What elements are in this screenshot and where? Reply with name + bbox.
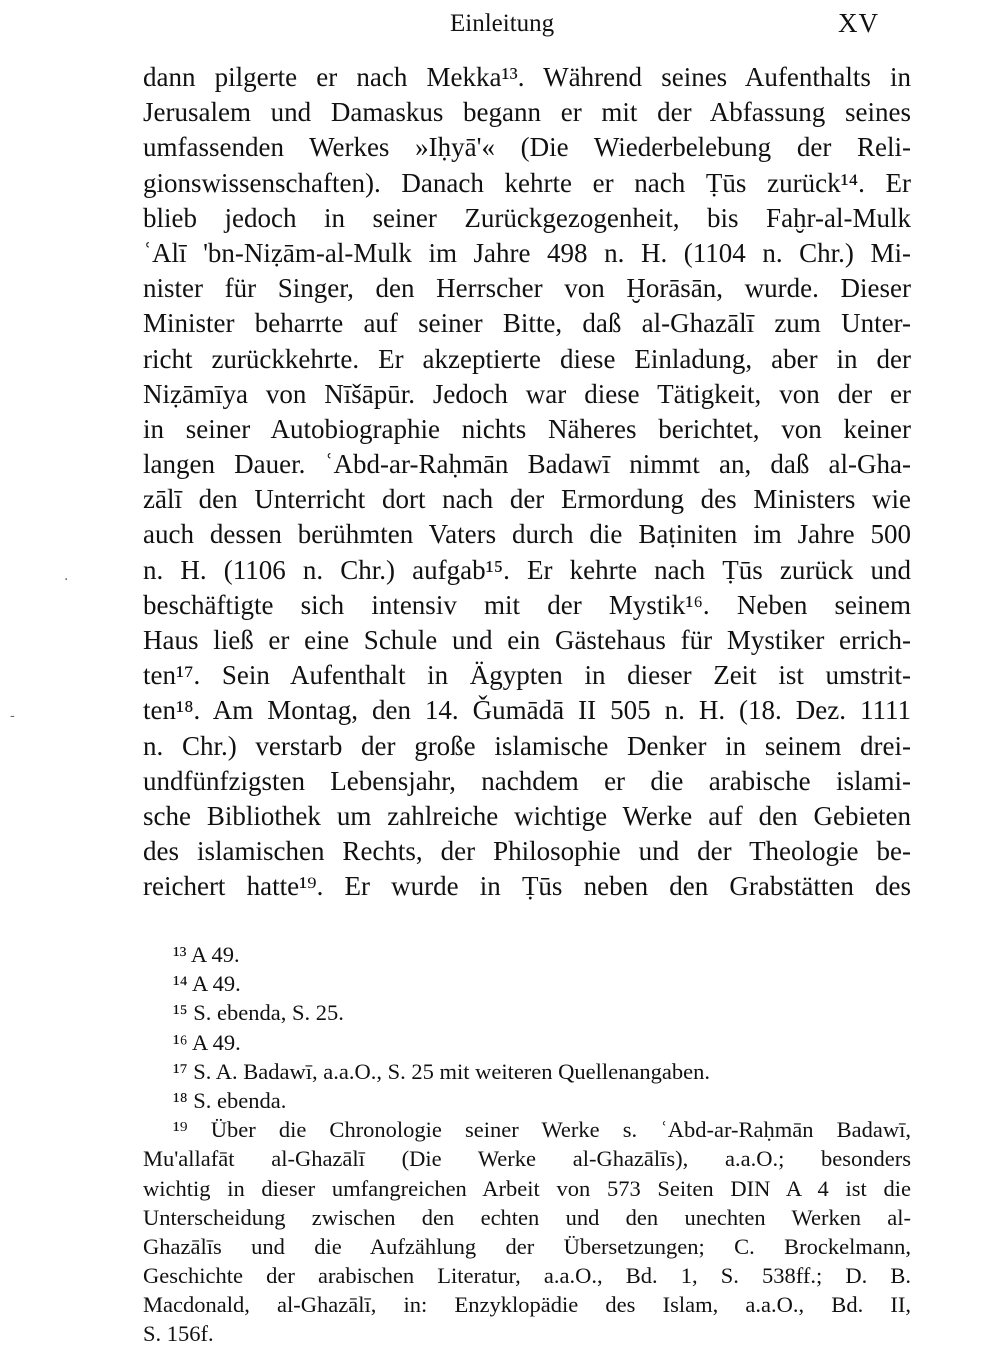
margin-mark: -: [10, 708, 15, 724]
footnote-19-line: Macdonald, al-Ghazālī, in: Enzyklopädie des Islam, a.a.O., Bd. II,: [143, 1292, 911, 1318]
margin-mark: ·: [64, 572, 69, 588]
body-line: auch dessen berühmten Vaters durch die Baṭiniten im Jahre 500: [143, 519, 911, 550]
body-line: in seiner Autobiographie nichts Näheres berichtet, von keiner: [143, 413, 911, 444]
body-line: richt zurückkehrte. Er akzeptierte diese Einladung, aber in der: [143, 343, 911, 374]
running-title: Einleitung: [450, 10, 555, 37]
body-line: undfünfzigsten Lebensjahr, nachdem er die arabische islami-: [143, 765, 911, 796]
body-line: n. H. (1106 n. Chr.) aufgab¹⁵. Er kehrte nach Ṭūs zurück und: [143, 554, 911, 585]
body-line: ten¹⁸. Am Montag, den 14. Ǧumādā II 505 n. H. (18. Dez. 1111: [143, 695, 911, 726]
footnote-17: ¹⁷ S. A. Badawī, a.a.O., S. 25 mit weiteren Quellenangaben.: [173, 1058, 710, 1084]
body-line: blieb jedoch in seiner Zurückgezogenheit, bis Faḫr-al-Mulk: [143, 202, 911, 233]
footnote-19-line: Mu'allafāt al-Ghazālī (Die Werke al-Ghazālīs), a.a.O.; besonders: [143, 1146, 911, 1172]
footnote-19-line: S. 156f.: [143, 1321, 214, 1347]
footnote-13: ¹³ A 49.: [173, 942, 240, 967]
body-line: ten¹⁷. Sein Aufenthalt in Ägypten in dieser Zeit ist umstrit-: [143, 660, 911, 691]
footnotes: [143, 940, 911, 1349]
body-line: n. Chr.) verstarb der große islamische Denker in seinem drei-: [143, 730, 911, 761]
body-line: ʿAlī 'bn-Niẓām-al-Mulk im Jahre 498 n. H. (1104 n. Chr.) Mi-: [143, 237, 911, 268]
body-text: [143, 60, 911, 905]
body-line: des islamischen Rechts, der Philosophie und der Theologie be-: [143, 836, 911, 867]
body-line: umfassenden Werkes »Iḥyā'« (Die Wiederbelebung der Reli-: [143, 132, 911, 163]
body-line: beschäftigte sich intensiv mit der Mystik¹⁶. Neben seinem: [143, 589, 911, 620]
footnote-19-line: ¹⁹ Über die Chronologie seiner Werke s. ʿAbd-ar-Raḥmān Badawī,: [173, 1117, 911, 1143]
footnote-19-line: Unterscheidung zwischen den echten und den unechten Werken al-: [143, 1204, 911, 1230]
body-line: nister für Singer, den Herrscher von Ḫorāsān, wurde. Dieser: [143, 273, 911, 304]
body-line: dann pilgerte er nach Mekka¹³. Während seines Aufenthalts in: [143, 62, 911, 92]
body-line: Niẓāmīya von Nīšāpūr. Jedoch war diese Tätigkeit, von der er: [143, 378, 911, 409]
body-line: gionswissenschaften). Danach kehrte er nach Ṭūs zurück¹⁴. Er: [143, 167, 911, 198]
page-number: XV: [838, 8, 879, 38]
body-line: Jerusalem und Damaskus begann er mit der Abfassung seines: [143, 97, 911, 128]
footnote-19-line: wichtig in dieser umfangreichen Arbeit von 573 Seiten DIN A 4 ist die: [143, 1175, 911, 1201]
footnote-19-line: Geschichte der arabischen Literatur, a.a.O., Bd. 1, S. 538ff.; D. B.: [143, 1263, 911, 1289]
body-line: zālī den Unterricht dort nach der Ermordung des Ministers wie: [143, 484, 911, 515]
footnote-18: ¹⁸ S. ebenda.: [173, 1087, 287, 1113]
body-line: Minister beharrte auf seiner Bitte, daß al-Ghazālī zum Unter-: [143, 308, 911, 339]
body-line: langen Dauer. ʿAbd-ar-Raḥmān Badawī nimmt an, daß al-Gha-: [143, 449, 911, 480]
body-line: Haus ließ er eine Schule und ein Gästehaus für Mystiker errich-: [143, 625, 911, 655]
footnote-15: ¹⁵ S. ebenda, S. 25.: [173, 1000, 344, 1026]
body-line: sche Bibliothek um zahlreiche wichtige Werke auf den Gebieten: [143, 800, 911, 831]
page-header: [0, 4, 1004, 44]
footnote-16: ¹⁶ A 49.: [173, 1029, 241, 1055]
footnote-19-line: Ghazālīs und die Aufzählung der Übersetzungen; C. Brockelmann,: [143, 1233, 911, 1259]
body-line: reichert hatte¹⁹. Er wurde in Ṭūs neben den Grabstätten des: [143, 871, 911, 902]
footnote-14: ¹⁴ A 49.: [173, 971, 241, 997]
